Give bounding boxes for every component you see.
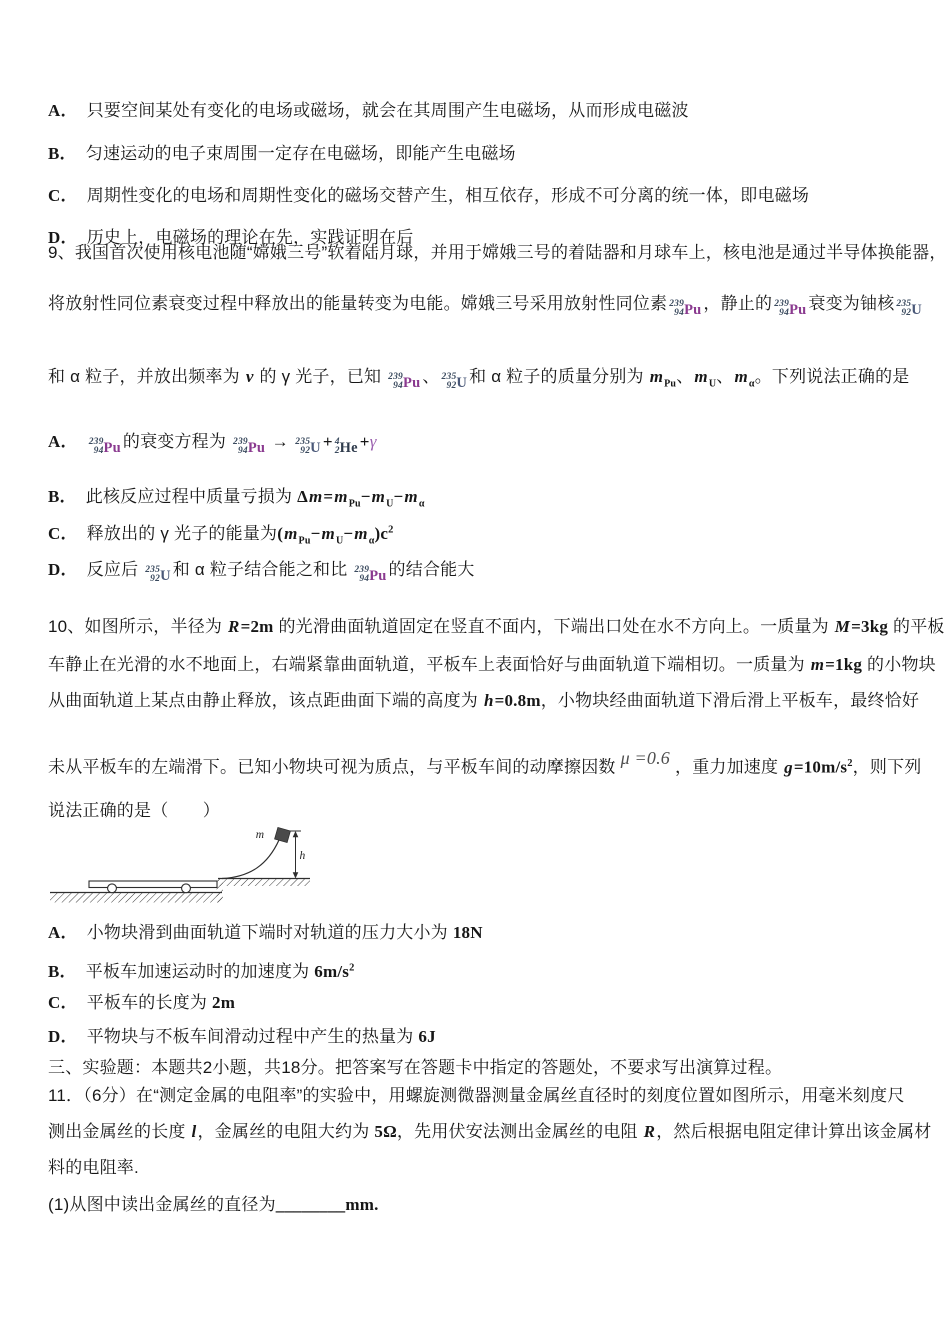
q10-option-b xyxy=(48,957,928,983)
text-segment: m xyxy=(321,523,335,543)
option-label: D． xyxy=(48,560,78,579)
isotope-notation: 239 94 Pu xyxy=(233,437,266,456)
q10-stem-line-4 xyxy=(48,747,928,779)
text-segment: ，重力加速度 xyxy=(675,757,784,777)
isotope-notation: 239 94 Pu xyxy=(88,437,121,456)
cart-wheel-left xyxy=(108,884,117,893)
text-segment: U xyxy=(386,498,394,510)
height-label: h xyxy=(299,850,306,862)
curved-track xyxy=(222,840,279,879)
text-segment: 2 xyxy=(388,524,394,535)
text-segment: − xyxy=(360,487,371,506)
text-segment: 的平板 xyxy=(888,617,945,636)
text-segment: 测出金属丝的长度 xyxy=(48,1122,191,1141)
option-label: A． xyxy=(48,101,78,120)
text-segment: ，则下列 xyxy=(852,757,922,777)
text-segment: 小物块滑到曲面轨道下端时对轨道的压力大小为 xyxy=(86,923,453,942)
q10-stem-line-1 xyxy=(48,616,945,638)
q11-stem-line-3: 料的电阻率. xyxy=(48,1158,139,1177)
text-segment: 此核反应过程中质量亏损为 xyxy=(85,487,298,506)
text-segment: = xyxy=(323,487,334,506)
text-segment: m xyxy=(334,487,348,506)
q9-option-a xyxy=(48,431,928,458)
text-segment: Pu xyxy=(348,498,361,510)
q9-option-b xyxy=(48,486,928,515)
q9-stem-line-2 xyxy=(48,293,928,320)
isotope-notation: 239 94 Pu xyxy=(388,372,421,391)
option-label: A． xyxy=(48,923,78,942)
text-segment: 、 xyxy=(716,367,734,386)
text-segment: + xyxy=(322,432,333,451)
q11-stem-line-1: 11．（6分）在“测定金属的电阻率”的实验中，用螺旋测微器测量金属丝直径时的刻度位置如图所示，用毫米刻度尺 xyxy=(48,1086,905,1105)
arrowhead-down xyxy=(293,872,299,878)
text-segment: U xyxy=(708,378,717,390)
text-segment: l xyxy=(191,1122,197,1141)
text-segment: ( xyxy=(277,523,284,543)
option-text xyxy=(86,523,394,547)
text-segment: ________ xyxy=(275,1195,346,1214)
cart-wheel-right xyxy=(182,884,191,893)
text-segment: mm. xyxy=(345,1195,379,1214)
option-text xyxy=(87,1027,436,1046)
text-segment: v xyxy=(245,367,254,386)
text-segment: m xyxy=(308,487,323,506)
q10-stem-line-5: 说法正确的是（ ） xyxy=(48,801,220,820)
text-segment: 、 xyxy=(676,367,694,386)
text-segment: m xyxy=(354,523,368,543)
text-segment: Δ xyxy=(297,487,308,506)
text-segment: m xyxy=(404,487,418,506)
isotope-notation: 235 92 U xyxy=(145,565,171,584)
text-segment: 和 α 粒子的质量分别为 xyxy=(469,367,649,386)
text-segment: =2m xyxy=(240,617,274,636)
left-ground-hatch xyxy=(50,893,222,903)
text-segment: α xyxy=(418,498,425,510)
text-segment: ，金属丝的电阻大约为 xyxy=(197,1122,375,1141)
text-segment: − xyxy=(310,523,321,543)
isotope-notation: 235 92 U xyxy=(295,437,321,456)
text-segment: → xyxy=(267,432,294,451)
q8-option-c xyxy=(48,185,928,207)
option-label: D． xyxy=(48,228,78,247)
text-segment: 、 xyxy=(422,367,440,386)
right-ground-hatch xyxy=(218,879,310,886)
option-text xyxy=(85,487,425,510)
text-segment: Pu xyxy=(664,378,677,390)
text-segment: 2 xyxy=(847,758,853,769)
block-m xyxy=(275,827,291,842)
q11-part-1-blank-line xyxy=(48,1194,928,1216)
text-segment: − xyxy=(343,523,354,543)
text-segment: Pu xyxy=(298,535,311,547)
option-text xyxy=(87,432,377,456)
text-segment: 将放射性同位素衰变过程中释放出的能量转变为电能。嫦娥三号采用放射性同位素 xyxy=(48,294,668,313)
text-segment: m xyxy=(371,487,386,506)
text-segment: 和 α 粒子，并放出频率为 xyxy=(48,367,245,386)
text-segment: ，然后根据电阻定律计算出该金属材 xyxy=(656,1122,932,1141)
text-segment: α xyxy=(368,535,375,547)
text-segment: ，小物块经曲面轨道下滑后滑上平板车，最终恰好 xyxy=(540,691,920,710)
text-segment: 释放出的 γ 光子的能量为 xyxy=(86,523,278,543)
option-text xyxy=(87,923,483,942)
text-segment: 5Ω xyxy=(374,1122,397,1141)
q10-option-a xyxy=(48,922,928,944)
text-segment: =3kg xyxy=(851,617,889,636)
option-label: A． xyxy=(48,432,78,451)
text-segment: R xyxy=(643,1122,656,1141)
text-segment: 衰变为铀核 xyxy=(808,294,895,313)
text-segment: 和 α 粒子结合能之和比 xyxy=(172,560,353,579)
option-label: D． xyxy=(48,1027,78,1046)
text-segment: 平板车的长度为 xyxy=(86,993,213,1012)
text-segment: )c xyxy=(374,523,389,543)
text-segment: m xyxy=(810,655,825,674)
isotope-notation: 4 2 He xyxy=(334,437,358,456)
option-label: C． xyxy=(48,993,78,1012)
isotope-notation: 235 92 U xyxy=(441,372,468,391)
text-segment: =1kg xyxy=(825,655,863,674)
text-segment: 2 xyxy=(349,962,355,973)
isotope-notation: 239 94 Pu xyxy=(354,565,387,584)
text-segment: =0.8m xyxy=(494,691,541,710)
text-segment: ，先用伏安法测出金属丝的电阻 xyxy=(396,1122,643,1141)
text-segment: (1)从图中读出金属丝的直径为 xyxy=(48,1195,276,1214)
text-segment: m xyxy=(694,367,708,386)
text-segment: 的小物块 xyxy=(862,655,936,674)
text-segment: − xyxy=(393,487,404,506)
option-label: C． xyxy=(48,186,78,205)
isotope-notation: 235 92 U xyxy=(896,299,922,318)
text-segment: 从曲面轨道上某点由静止释放，该点距曲面下端的高度为 xyxy=(48,691,483,710)
text-segment: ，静止的 xyxy=(703,294,773,313)
q10-option-d xyxy=(48,1026,928,1048)
option-label: B． xyxy=(48,961,77,981)
text-segment: 平板车加速运动时的加速度为 xyxy=(85,961,315,981)
text-segment: 车静止在光滑的水不地面上，右端紧靠曲面轨道，平板车上表面恰好与曲面轨道下端相切。一质量为 xyxy=(48,655,810,674)
text-segment: 6J xyxy=(418,1027,436,1046)
q9-option-d xyxy=(48,559,928,586)
text-segment: 的衰变方程为 xyxy=(122,432,231,451)
arrowhead-up xyxy=(293,831,299,837)
text-segment: α xyxy=(748,378,755,390)
option-text: 只要空间某处有变化的电场或磁场，就会在其周围产生电磁场，从而形成电磁波 xyxy=(86,101,689,120)
option-text xyxy=(87,993,235,1012)
text-segment: 18N xyxy=(452,923,483,942)
q10-figure xyxy=(45,820,315,912)
text-segment: 6m/s xyxy=(314,961,350,981)
text-segment: μ =0.6 xyxy=(620,747,670,768)
option-text: 匀速运动的电子束周围一定存在电磁场，即能产生电磁场 xyxy=(85,144,516,163)
text-segment: 的 γ 光子，已知 xyxy=(254,367,387,386)
q9-stem-line-1: 9、我国首次使用核电池随“嫦娥三号”软着陆月球，并用于嫦娥三号的着陆器和月球车上，核电池是通过半导体换能器， xyxy=(48,243,947,262)
text-segment: + xyxy=(359,432,370,451)
option-label: B． xyxy=(48,144,77,163)
q9-option-c xyxy=(48,519,928,552)
text-segment: 反应后 xyxy=(86,560,144,579)
q10-stem-line-3 xyxy=(48,690,928,712)
q8-option-a xyxy=(48,100,928,122)
text-segment: h xyxy=(483,691,494,710)
text-segment: 2m xyxy=(212,993,236,1012)
text-segment: g xyxy=(784,757,793,777)
q10-stem-line-2 xyxy=(48,654,936,676)
text-segment: m xyxy=(284,523,298,543)
text-segment: 未从平板车的左端滑下。已知小物块可视为质点，与平板车间的动摩擦因数 xyxy=(48,757,616,777)
q9-stem-line-3 xyxy=(48,366,928,395)
q11-stem-line-2 xyxy=(48,1121,932,1143)
option-text xyxy=(86,962,355,981)
text-segment: 。下列说法正确的是 xyxy=(754,367,910,386)
text-segment: R xyxy=(228,617,240,636)
text-segment: 的光滑曲面轨道固定在竖直不面内，下端出口处在水不方向上。一质量为 xyxy=(273,617,834,636)
option-label: B． xyxy=(48,487,77,506)
option-text: 周期性变化的电场和周期性变化的磁场交替产生，相互依存，形成不可分离的统一体，即电磁场 xyxy=(86,186,810,205)
text-segment: m xyxy=(649,367,664,386)
text-segment: γ xyxy=(369,432,377,451)
option-text xyxy=(86,560,475,584)
q10-option-c xyxy=(48,992,928,1014)
isotope-notation: 239 94 Pu xyxy=(774,299,807,318)
text-segment: 10、如图所示，半径为 xyxy=(48,617,228,636)
text-segment: m xyxy=(734,367,748,386)
text-segment: 平物块与不板车间滑动过程中产生的热量为 xyxy=(86,1027,419,1046)
text-segment: U xyxy=(335,535,344,547)
option-label: C． xyxy=(48,523,78,543)
q8-option-b xyxy=(48,143,928,165)
option-text: 历史上，电磁场的理论在先，实践证明在后 xyxy=(86,228,414,247)
text-segment: M xyxy=(834,617,851,636)
isotope-notation: 239 94 Pu xyxy=(669,299,702,318)
section-3-header: 三、实验题：本题共2小题，共18分。把答案写在答题卡中指定的答题处，不要求写出演算过程。 xyxy=(48,1058,783,1077)
text-segment: =10m/s xyxy=(793,757,848,777)
text-segment: 的结合能大 xyxy=(388,560,475,579)
cart-and-curved-track-diagram xyxy=(45,820,315,912)
block-label: m xyxy=(255,829,264,841)
